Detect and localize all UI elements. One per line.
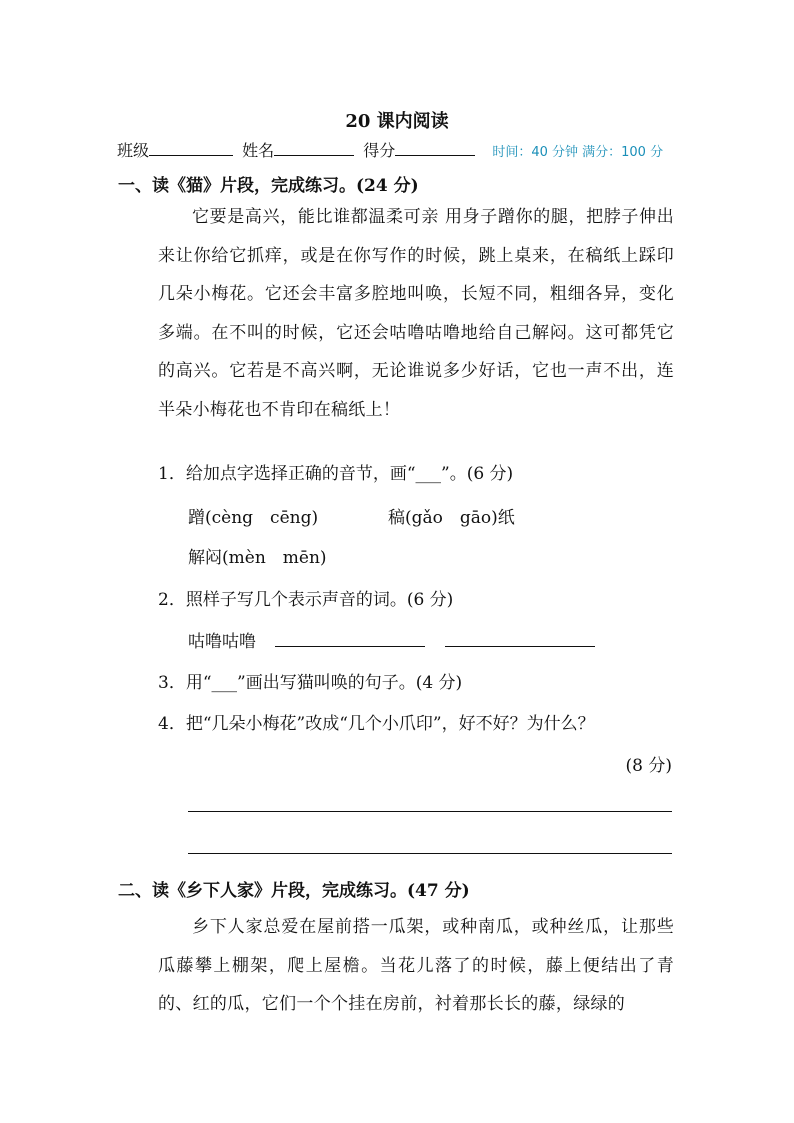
- q1-item-2: 稿(gǎo gāo)纸: [388, 508, 515, 528]
- header-info: [117, 138, 663, 161]
- q4-answer-line-1[interactable]: [188, 811, 672, 812]
- score-label: 得分: [363, 141, 396, 160]
- q2-blank-2[interactable]: [445, 632, 595, 647]
- q4-text: 把“几朵小梅花”改成“几个小爪印”，好不好？为什么？: [185, 714, 595, 734]
- question-3: [158, 668, 462, 693]
- q2-blank-1[interactable]: [275, 632, 425, 647]
- question-1: [158, 459, 513, 484]
- section1-passage: 它要是高兴，能比谁都温柔可亲 用身子蹭你的腿，把脖子伸出来让你给它抓痒，或是在你写作的时候，跳上桌来，在稿纸上踩印几朵小梅花。它还会丰富多腔地叫唤，长短不同，粗细各异，变化多端。在不叫的时候，它还会咕噜咕噜地给自己解闷。这可都凭它的高兴。它若是不高兴啊，无论谁说多少好话，它也一声不出，连半朵小梅花也不肯印在稿纸上！: [158, 207, 674, 420]
- q1-text: 给加点字选择正确的音节，画“___”。(6 分): [185, 464, 514, 484]
- score-blank[interactable]: [395, 141, 475, 156]
- q2-text: 照样子写几个表示声音的词。(6 分): [185, 590, 454, 610]
- page-title: 20 课内阅读: [345, 111, 449, 132]
- question-4: [158, 709, 595, 734]
- q3-text: 用“___”画出写猫叫唤的句子。(4 分): [185, 673, 463, 693]
- q4-answer-line-2[interactable]: [188, 853, 672, 854]
- q1-item-3: 解闷(mèn mēn): [188, 548, 327, 568]
- section2-heading: 二、读《乡下人家》片段，完成练习。(47 分): [118, 881, 470, 901]
- q3-number: 3．: [158, 673, 186, 693]
- q2-number: 2．: [158, 590, 186, 610]
- time-info: 时间：40 分钟 满分：100 分: [492, 145, 664, 160]
- q4-score: (8 分): [625, 756, 672, 776]
- q2-answer-row: [188, 627, 595, 652]
- q2-example: 咕噜咕噜: [188, 632, 256, 652]
- section1-heading: 一、读《猫》片段，完成练习。(24 分): [118, 176, 419, 196]
- q1-number: 1．: [158, 464, 186, 484]
- section2-passage: 乡下人家总爱在屋前搭一瓜架，或种南瓜，或种丝瓜，让那些瓜藤攀上棚架，爬上屋檐。当花儿落了的时候，藤上便结出了青的、红的瓜，它们一个个挂在房前，衬着那长长的藤，绿绿的: [158, 917, 674, 1015]
- q4-number: 4．: [158, 714, 186, 734]
- q1-item-1: 蹭(cèng cēng): [188, 508, 319, 528]
- class-blank[interactable]: [149, 141, 233, 156]
- class-label: 班级: [117, 141, 150, 160]
- name-blank[interactable]: [274, 141, 354, 156]
- question-2: [158, 585, 453, 610]
- name-label: 姓名: [242, 141, 275, 160]
